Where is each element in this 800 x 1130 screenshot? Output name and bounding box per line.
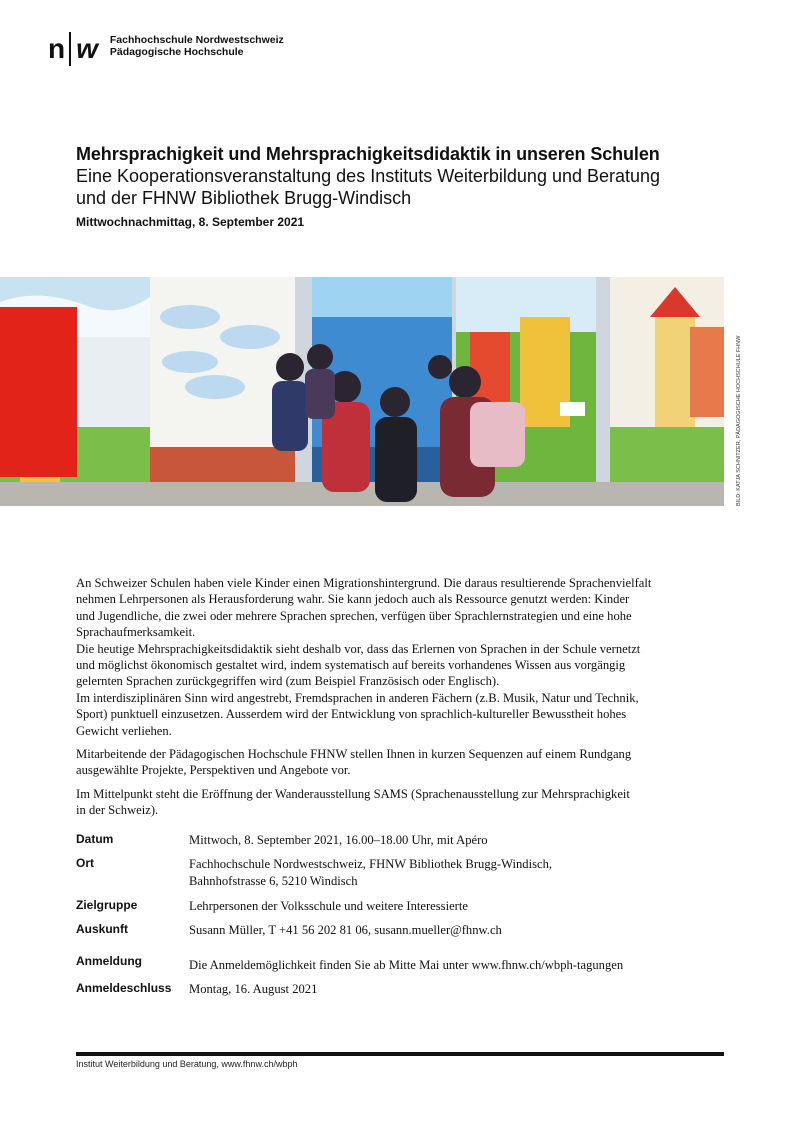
red-accent-block (0, 307, 77, 477)
ort-line-1: Fachhochschule Nordwestschweiz, FHNW Bibliothek Brugg-Windisch, (189, 857, 553, 871)
subtitle-line-1: Eine Kooperationsveranstaltung des Instituts Weiterbildung und Beratung (76, 166, 661, 186)
photo-credit (727, 318, 741, 508)
text-line: Gewicht verliehen. (76, 723, 172, 738)
zielgruppe-value: Lehrpersonen der Volksschule und weitere Interessierte (189, 899, 468, 913)
text-line: Im Mittelpunkt steht die Eröffnung der Wanderausstellung SAMS (Sprachenausstellung zur Mehrsprachigkeit (76, 786, 630, 801)
text-line: Mitarbeitende der Pädagogischen Hochschule FHNW stellen Ihnen in kurzen Sequenzen auf einem Rundgang (76, 747, 632, 762)
fhnw-logo (48, 32, 284, 66)
text-line: Sport) punktuell einzusetzen. Ausserdem wird der Entwicklung von sprachlich-kultureller Bewusstheit hohes (76, 707, 627, 722)
paragraph-staff (76, 746, 736, 779)
text-line: ausgewählte Projekte, Perspektiven und Angebote vor. (76, 763, 351, 778)
title-block (76, 143, 726, 229)
event-photo (0, 277, 724, 506)
ort-value (189, 856, 729, 889)
text-line: Die heutige Mehrsprachigkeitsdidaktik sieht deshalb vor, dass das Erlernen von Sprachen in der Schule vernetzt (76, 641, 641, 656)
anmeldeschluss-value: Montag, 16. August 2021 (189, 982, 318, 996)
event-date: Mittwochnachmittag, 8. September 2021 (76, 215, 305, 229)
institution-name (110, 34, 284, 58)
text-line: nehmen Lehrpersonen als Herausforderung wahr. Sie kann jedoch auch als Ressource genutzt werden: Kinder (76, 592, 630, 607)
text-line: An Schweizer Schulen haben viele Kinder einen Migrationshintergrund. Die daraus resultierende Sprachenvielfalt (76, 576, 652, 590)
text-line: Sprachaufmerksamkeit. (76, 625, 196, 640)
ort-label: Ort (76, 856, 94, 870)
text-line: Im interdisziplinären Sinn wird angestrebt, Fremdsprachen in anderen Fächern (z.B. Musik, Natur und Technik, (76, 690, 639, 705)
institution-line-2: Pädagogische Hochschule (109, 46, 244, 58)
photo-illustration (0, 277, 724, 506)
footer-text: Institut Weiterbildung und Beratung, www.fhnw.ch/wbph (76, 1059, 298, 1069)
logo-w: w (76, 33, 98, 64)
datum-label: Datum (76, 832, 114, 846)
page-title: Mehrsprachigkeit und Mehrsprachigkeitsdidaktik in unseren Schulen (76, 144, 660, 164)
footer-divider (76, 1052, 724, 1056)
zielgruppe-label: Zielgruppe (76, 898, 138, 912)
paragraph-exhibition (76, 786, 736, 819)
text-line: und Jugendliche, die zwei oder mehrere Sprachen sprechen, verfügen über Sprachlernstrategien und eine hohe (76, 608, 632, 623)
auskunft-label: Auskunft (76, 922, 128, 936)
text-line: und möglichst ökonomisch gestaltet wird, indem systematisch auf bereits vorhandenes Wissen aus vorgängig (76, 658, 626, 673)
ort-line-2: Bahnhofstrasse 6, 5210 Windisch (189, 873, 358, 888)
anmeldung-label: Anmeldung (76, 954, 142, 968)
body-text (76, 575, 736, 819)
photo-credit-text: BILD: KATJA SCHNITZER, PÄDAGOGISCHE HOCHSCHULE FHNW (736, 335, 742, 506)
anmeldung-value: Die Anmeldemöglichkeit finden Sie ab Mitte Mai unter www.fhnw.ch/wbph-tagungen (189, 958, 624, 972)
datum-value: Mittwoch, 8. September 2021, 16.00–18.00 Uhr, mit Apéro (189, 833, 488, 847)
anmeldeschluss-label: Anmeldeschluss (76, 981, 172, 995)
auskunft-value: Susann Müller, T +41 56 202 81 06, susann.mueller@fhnw.ch (189, 923, 502, 937)
logo-n: n (48, 33, 66, 64)
text-line: in der Schweiz). (76, 803, 159, 818)
institution-line-1: Fachhochschule Nordwestschweiz (109, 34, 284, 46)
subtitle-line-2: und der FHNW Bibliothek Brugg-Windisch (76, 188, 412, 208)
logo-mark (48, 32, 98, 66)
text-line: gelernten Sprachen zurückgegriffen wird (zum Beispiel Französisch oder Englisch). (76, 674, 500, 689)
paragraph-intro (76, 575, 736, 739)
logo-divider (69, 32, 71, 66)
